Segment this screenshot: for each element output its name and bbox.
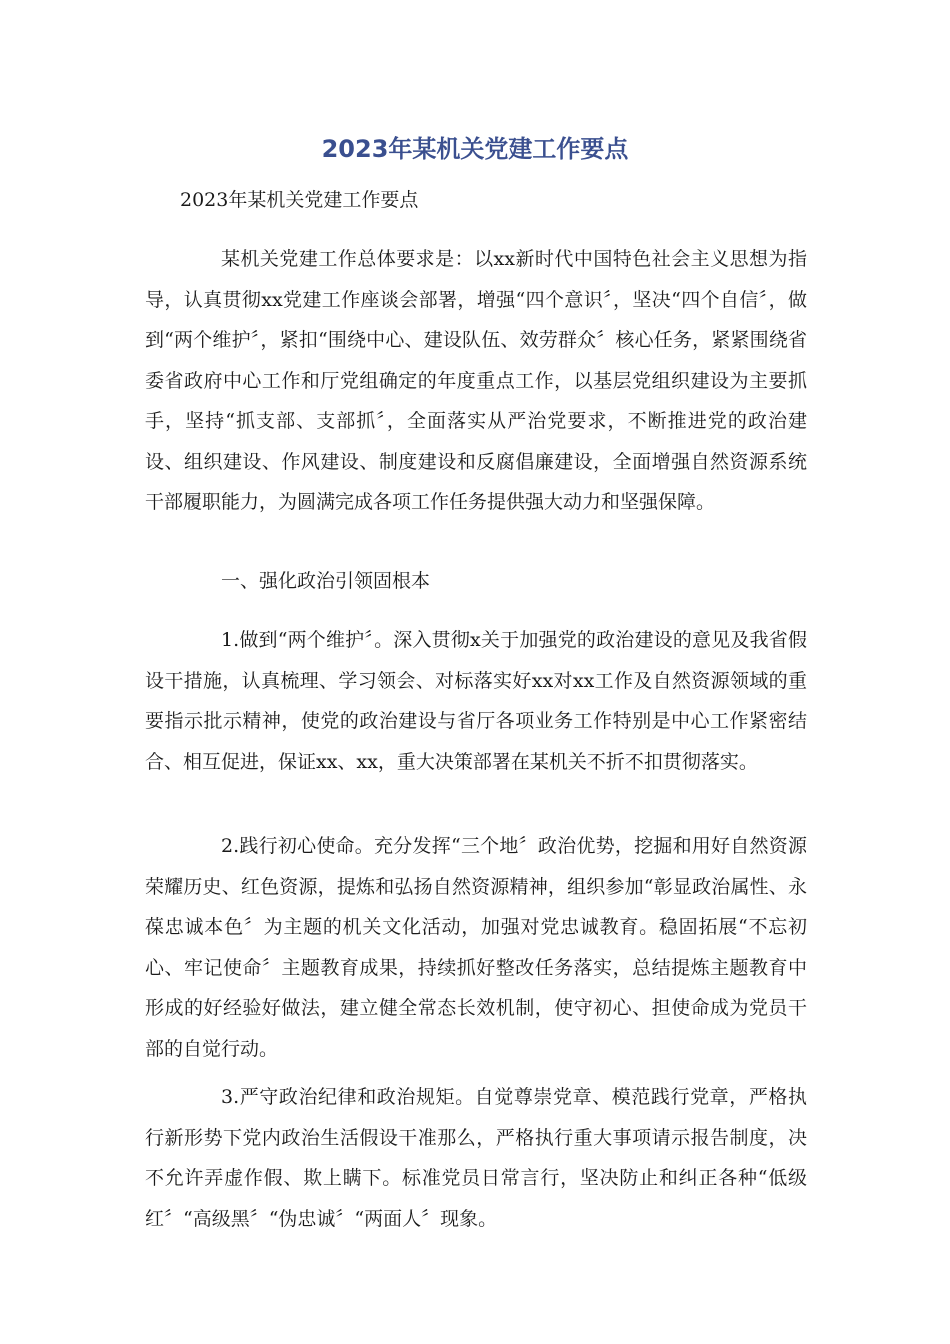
document-title: 2023年某机关党建工作要点	[321, 135, 629, 163]
paragraph-item-2: 2.践行初心使命。充分发挥“三个地〞政治优势，挖掘和用好自然资源荣耀历史、红色资源，提炼和弘扬自然资源精神，组织参加“彰显政治属性、永葆忠诚本色〞为主题的机关文化活动，加强对党忠诚教育。稳固拓展“不忘初心、牢记使命〞主题教育成果，持续抓好整改任务落实，总结提炼主题教育中形成的好经验好做法，建立健全常态长效机制，使守初心、担使命成为党员干部的自觉行动。	[145, 835, 807, 1060]
paragraph-item-3: 3.严守政治纪律和政治规矩。自觉尊崇党章、模范践行党章，严格执行新形势下党内政治生活假设干准那么，严格执行重大事项请示报告制度，决不允许弄虚作假、欺上瞒下。标准党员日常言行，坚决防止和纠正各种“低级红〞“高级黑〞“伪忠诚〞“两面人〞现象。	[145, 1086, 807, 1230]
document-subtitle: 2023年某机关党建工作要点	[180, 189, 419, 211]
paragraph-general-requirements: 某机关党建工作总体要求是：以xx新时代中国特色社会主义思想为指导，认真贯彻xx党建工作座谈会部署，增强“四个意识〞，坚决“四个自信〞，做到“两个维护〞，紧扣“围绕中心、建设队伍、效劳群众〞核心任务，紧紧围绕省委省政府中心工作和厅党组确定的年度重点工作，以基层党组织建设为主要抓手，坚持“抓支部、支部抓〞，全面落实从严治党要求，不断推进党的政治建设、组织建设、作风建设、制度建设和反腐倡廉建设，全面增强自然资源系统干部履职能力，为圆满完成各项工作任务提供强大动力和坚强保障。	[145, 248, 807, 513]
paragraph-item-1: 1.做到“两个维护〞。深入贯彻x关于加强党的政治建设的意见及我省假设干措施，认真梳理、学习领会、对标落实好xx对xx工作及自然资源领域的重要指示批示精神，使党的政治建设与省厅各项业务工作特别是中心工作紧密结合、相互促进，保证xx、xx，重大决策部署在某机关不折不扣贯彻落实。	[145, 629, 807, 773]
section-heading-1: 一、强化政治引领固根本	[221, 570, 431, 592]
